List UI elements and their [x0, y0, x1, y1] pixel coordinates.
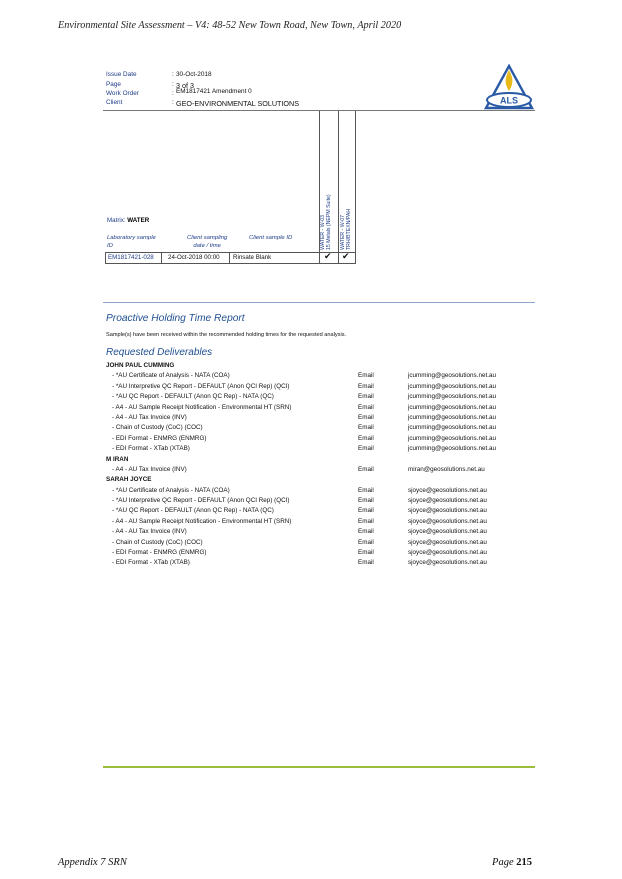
matrix-label: Matrix: WATER: [107, 217, 150, 224]
deliverable-row: - A4 - AU Sample Receipt Notification - Environmental HT (SRN) Email sjoyce@geosolutions.net.au: [112, 517, 487, 525]
deliverable-row: - EDI Format - XTab (XTAB) Email sjoyce@geosolutions.net.au: [112, 559, 487, 567]
page-header-title: Environmental Site Assessment – V4: 48-52 New Town Road, New Town, April 2020: [58, 20, 402, 31]
deliverables-list: [106, 361, 536, 569]
matrix-value: WATER: [127, 217, 150, 224]
sample-client-id: Rinsate Blank: [233, 254, 272, 261]
recipient-name: M IRAN: [106, 455, 129, 463]
deliverable-row: - *AU Interpretive QC Report - DEFAULT (Anon QCI Rep) (QCI) Email jcumming@geosolutions.net.au: [112, 382, 496, 390]
deliverable-row: - *AU Certificate of Analysis - NATA (COA) Email jcumming@geosolutions.net.au: [112, 372, 496, 380]
meta-label: Issue Date: [106, 71, 137, 78]
col-header-lab-id: Laboratory sample ID: [107, 235, 156, 249]
holding-time-note: Sample(s) have been received within the recommended holding times for the requested analysis.: [106, 332, 347, 338]
deliverable-row: - A4 - AU Tax Invoice (INV) Email miran@geosolutions.net.au: [112, 465, 485, 473]
deliverable-row: - *AU Certificate of Analysis - NATA (COA) Email sjoyce@geosolutions.net.au: [112, 486, 487, 494]
meta-label: Page: [106, 81, 121, 88]
page-number: 215: [516, 857, 532, 868]
analysis-header-1: WATER - W-03 15 Metals (NEPM Suite): [320, 194, 332, 250]
sample-lab-id: EM1817421-028: [108, 254, 154, 261]
deliverable-row: - *AU QC Report - DEFAULT (Anon QC Rep) - NATA (QC) Email sjoyce@geosolutions.net.au: [112, 507, 487, 515]
deliverable-row: - EDI Format - ENMRG (ENMRG) Email jcumming@geosolutions.net.au: [112, 434, 496, 442]
deliverable-row: - EDI Format - ENMRG (ENMRG) Email sjoyce@geosolutions.net.au: [112, 549, 487, 557]
meta-label: Client: [106, 99, 123, 106]
divider: [103, 302, 535, 303]
col-header-client-sample-id: Client sample ID: [249, 235, 293, 241]
deliverable-row: - *AU Interpretive QC Report - DEFAULT (Anon QCI Rep) (QCI) Email sjoyce@geosolutions.net.au: [112, 497, 487, 505]
logo-text: ALS: [500, 95, 518, 106]
footer-divider: [103, 766, 535, 768]
footer-page: Page 215: [492, 857, 532, 868]
meta-value: GEO-ENVIRONMENTAL SOLUTIONS: [176, 99, 300, 108]
deliverable-row: - A4 - AU Sample Receipt Notification - Environmental HT (SRN) Email jcumming@geosolutions.net.au: [112, 403, 496, 411]
meta-value: 3 of 3: [176, 81, 194, 90]
sample-datetime: 24-Oct-2018 00:00: [168, 254, 220, 261]
deliverable-row: - A4 - AU Tax Invoice (INV) Email jcumming@geosolutions.net.au: [112, 413, 496, 421]
deliverables-title: Requested Deliverables: [106, 347, 213, 358]
meta-label: Work Order: [106, 90, 139, 97]
deliverable-row: - Chain of Custody (CoC) (COC) Email jcumming@geosolutions.net.au: [112, 424, 496, 432]
analysis-header-2: WATER - W-07 TRH/BTEXN/PAH: [340, 208, 352, 250]
recipient-name: SARAH JOYCE: [106, 476, 152, 484]
recipient-name: JOHN PAUL CUMMING: [106, 362, 175, 369]
deliverable-row: - *AU QC Report - DEFAULT (Anon QC Rep) - NATA (QC) Email jcumming@geosolutions.net.au: [112, 393, 496, 401]
holding-time-title: Proactive Holding Time Report: [106, 313, 245, 324]
meta-value: 30-Oct-2018: [176, 71, 212, 78]
deliverable-row: - A4 - AU Tax Invoice (INV) Email sjoyce@geosolutions.net.au: [112, 528, 487, 536]
check-icon: ✔: [342, 251, 350, 261]
deliverable-row: - EDI Format - XTab (XTAB) Email jcumming@geosolutions.net.au: [112, 445, 496, 453]
footer-appendix: Appendix 7 SRN: [58, 857, 127, 868]
meta-value: EM1817421 Amendment 0: [176, 88, 252, 95]
als-logo: [484, 64, 534, 110]
col-header-sampling: Client sampling date / time: [187, 235, 228, 249]
deliverable-row: - Chain of Custody (CoC) (COC) Email sjoyce@geosolutions.net.au: [112, 538, 487, 546]
check-icon: ✔: [324, 251, 332, 261]
